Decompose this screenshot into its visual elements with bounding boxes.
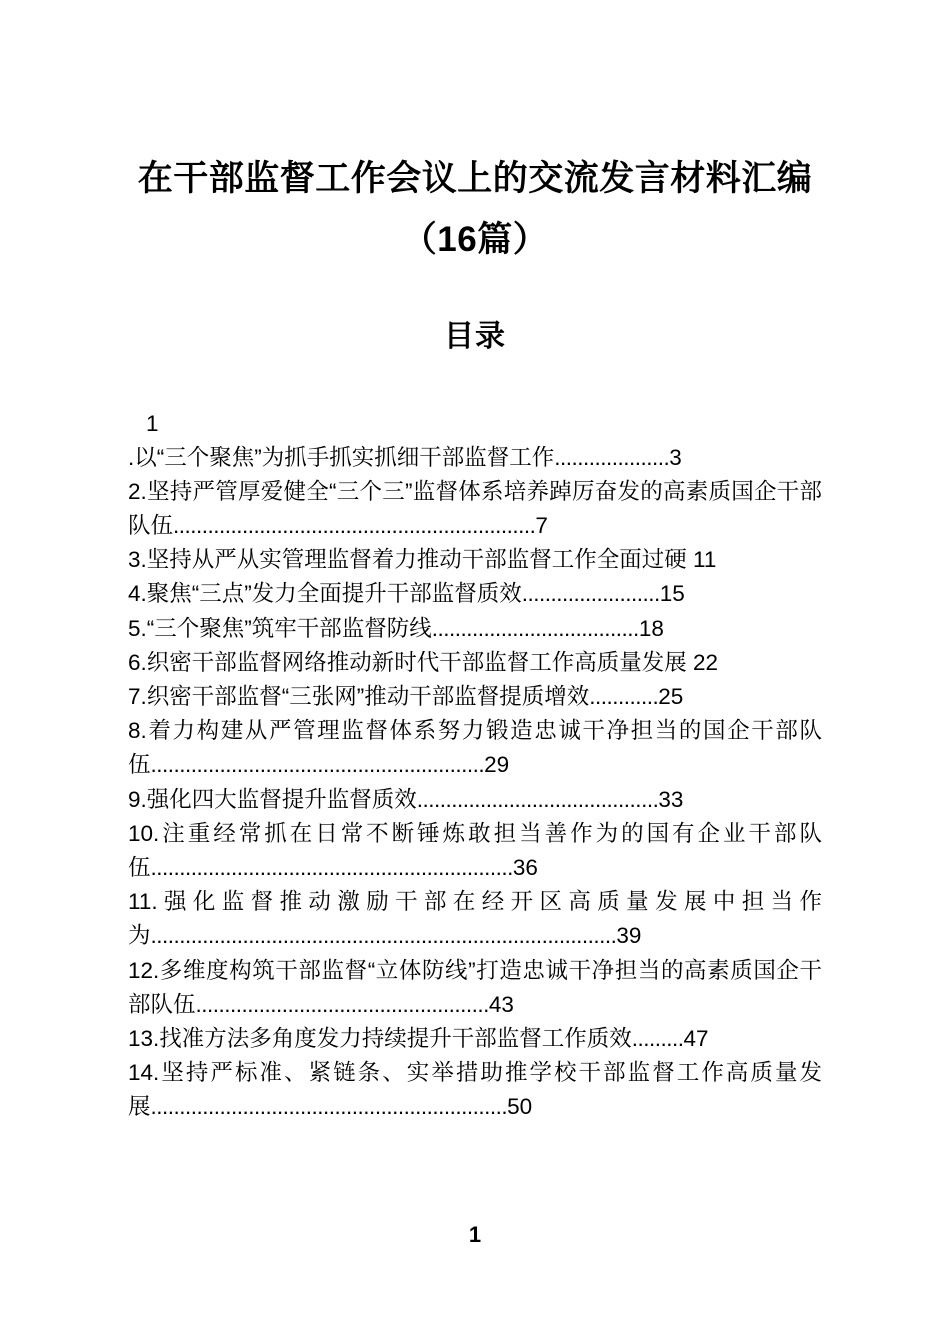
toc-entry[interactable] [128, 475, 822, 543]
toc-leader-dots: .......................................................... [150, 752, 485, 778]
toc-entry-title: 2.坚持严管厚爱健全“三个三”监督体系培养踔厉奋发的高素质国企干部队伍 [128, 478, 822, 539]
toc-entry-title: 11.强化监督推动激励干部在经开区高质量发展中担当作为 [128, 889, 822, 949]
toc-leader-dots: ............ [589, 684, 659, 709]
toc-entry-title: 6.织密干部监督网络推动新时代干部监督工作高质量发展 [128, 649, 694, 675]
toc-leader-dots: ............................................................... [150, 854, 513, 880]
toc-page-number: 39 [616, 923, 642, 949]
toc-page-number: 50 [507, 1094, 533, 1120]
toc-leader-dots: ......... [631, 1025, 684, 1051]
toc-entry-title: 14.坚持严标准、紧链条、实举措助推学校干部监督工作高质量发展 [128, 1060, 822, 1120]
toc-page-number: 15 [659, 581, 685, 607]
toc-leader-dots: .......................................... [416, 786, 659, 812]
toc-page-number: 25 [658, 684, 684, 709]
toc-entry-title: .以“三个聚焦”为抓手抓实抓细干部监督工作 [128, 444, 555, 470]
toc-page-number: 36 [512, 854, 538, 880]
toc-entry[interactable] [128, 680, 822, 714]
toc-entry[interactable] [128, 646, 822, 680]
toc-entry-title: 3.坚持从严从实管理监督着力推动干部监督工作全面过硬 [128, 547, 694, 573]
toc-leader-dots: .................................... [431, 615, 639, 641]
toc-entry[interactable] [128, 714, 822, 782]
toc-entry[interactable] [128, 783, 822, 817]
toc-page-number: 29 [484, 752, 510, 778]
toc-entry[interactable] [128, 612, 822, 646]
toc-entry[interactable] [128, 1056, 822, 1124]
toc-leader-dots: .................... [554, 444, 670, 470]
toc-entry[interactable] [128, 954, 822, 1022]
toc-entry[interactable] [128, 1022, 822, 1056]
toc-leader-dots: ............................................................... [173, 513, 536, 539]
page-title: 在干部监督工作会议上的交流发言材料汇编（16篇） [137, 159, 813, 260]
footer-page-number: 1 [468, 1222, 482, 1247]
toc-entry-title: 10.注重经常抓在日常不断锤炼敢担当善作为的国有企业干部队伍 [128, 820, 822, 880]
toc-leader-dots: ................................................... [195, 991, 489, 1017]
toc-entry-title: 7.织密干部监督“三张网”推动干部监督提质增效 [128, 684, 590, 709]
toc-entry-title: 9.强化四大监督提升监督质效 [128, 786, 417, 812]
toc-page-number: 18 [638, 615, 664, 641]
toc-entry[interactable] [128, 885, 822, 953]
toc-page-number: 22 [693, 649, 719, 675]
toc-entry-title: 5.“三个聚焦”筑牢干部监督防线 [128, 615, 432, 641]
toc-entry-lead: 1 [146, 410, 159, 436]
toc-heading: 目录 [444, 319, 506, 353]
toc-page-number: 33 [658, 786, 684, 812]
toc-entry[interactable] [128, 407, 822, 475]
toc-page-number: 47 [683, 1025, 709, 1051]
table-of-contents [128, 355, 822, 1125]
toc-entry[interactable] [128, 817, 822, 885]
toc-entry-title: 8.着力构建从严管理监督体系努力锻造忠诚干净担当的国企干部队伍 [128, 718, 822, 778]
toc-page-number: 11 [693, 547, 717, 573]
toc-entry[interactable] [128, 577, 822, 611]
toc-entry-title: 4.聚焦“三点”发力全面提升干部监督质效 [128, 581, 522, 607]
toc-leader-dots: ................................................................................. [150, 923, 617, 949]
toc-leader-dots: .............................................................. [150, 1094, 508, 1120]
toc-entry[interactable] [128, 543, 822, 577]
toc-page-number: 3 [669, 444, 682, 470]
toc-page-number: 43 [488, 991, 514, 1017]
toc-leader-dots: ........................ [521, 581, 660, 607]
toc-page-number: 7 [535, 513, 548, 539]
toc-entry-title: 12.多维度构筑干部监督“立体防线”打造忠诚干净担当的高素质国企干部队伍 [128, 957, 822, 1017]
toc-entry-title: 13.找准方法多角度发力持续提升干部监督工作质效 [128, 1025, 632, 1051]
